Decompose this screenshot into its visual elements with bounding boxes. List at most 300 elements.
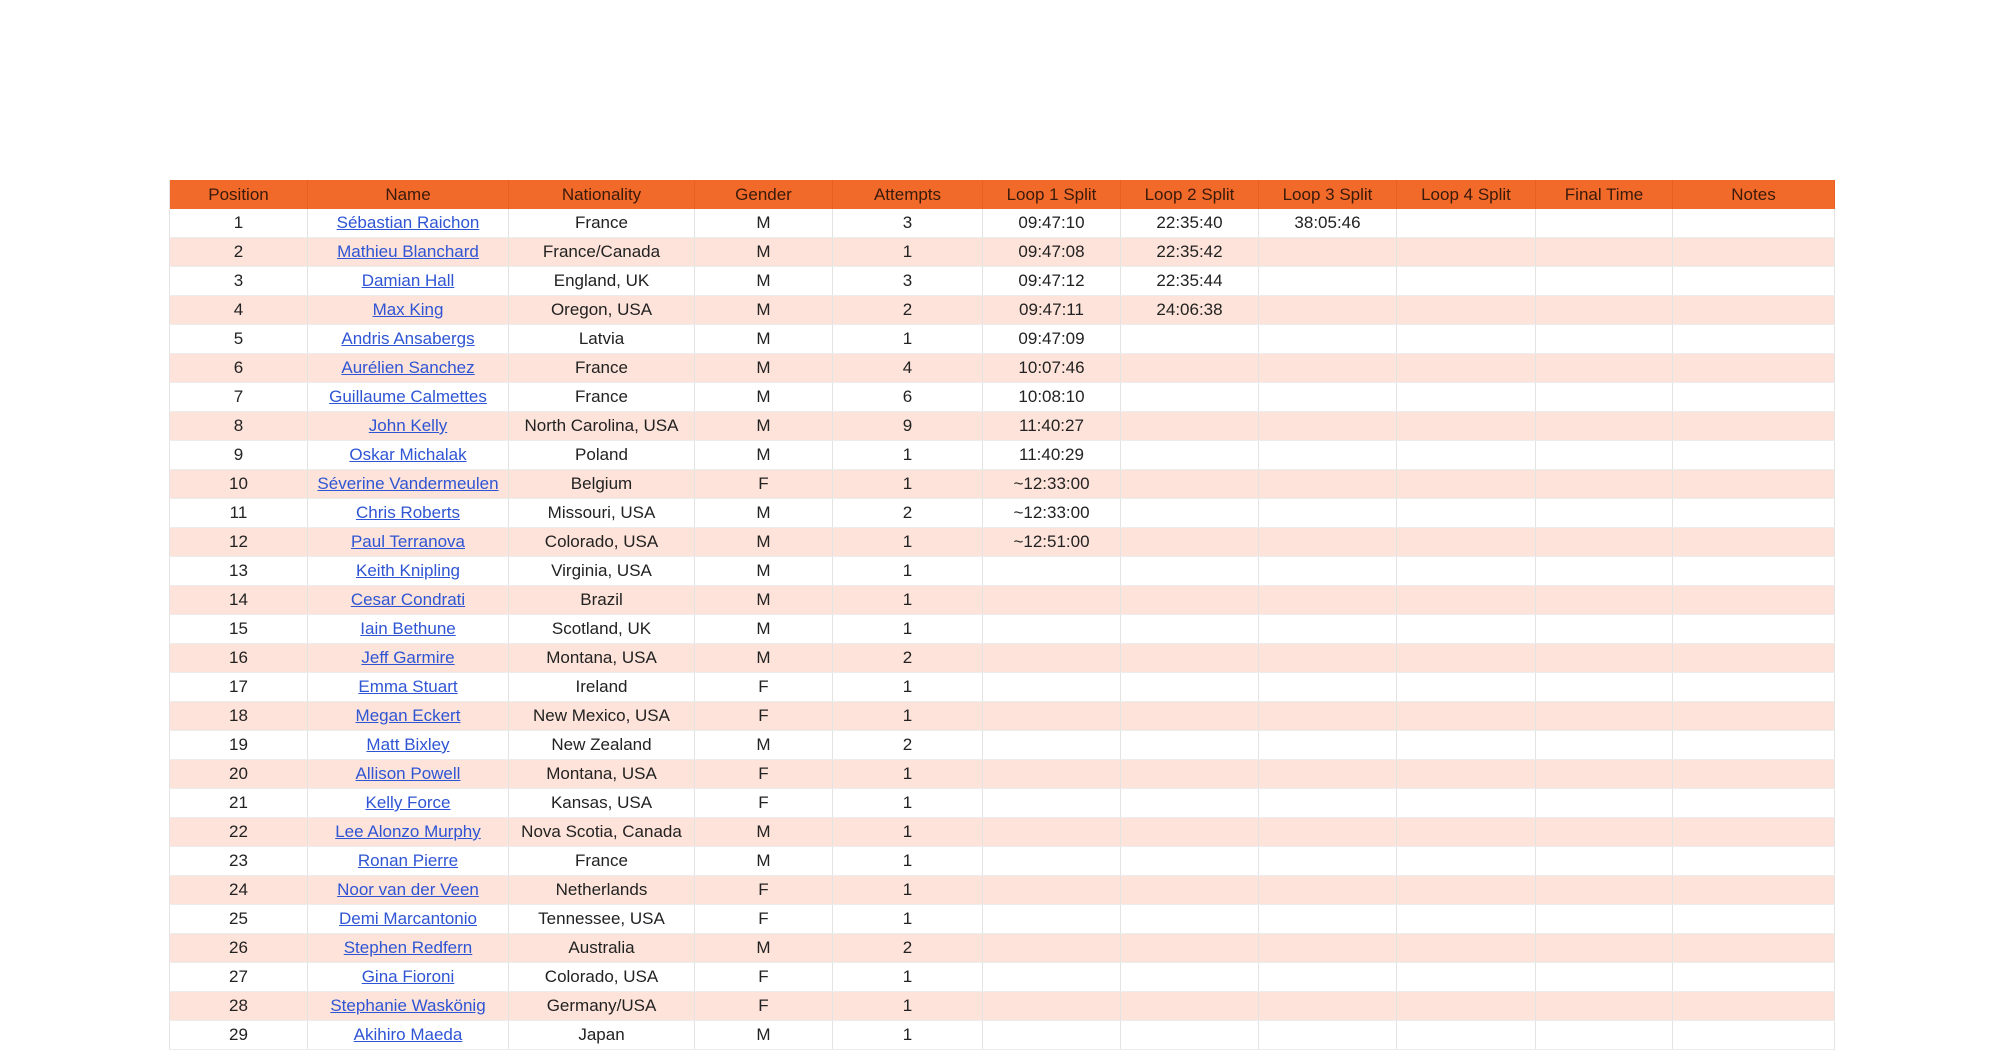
table-row: [170, 354, 1835, 383]
nationality-cell: Poland: [509, 441, 695, 470]
attempts-cell: 1: [833, 789, 983, 818]
name-cell: [308, 818, 509, 847]
table-row: [170, 238, 1835, 267]
loop2-cell: [1121, 847, 1259, 876]
position-cell: 3: [170, 267, 308, 296]
loop1-cell: [983, 586, 1121, 615]
runner-name-link[interactable]: Guillaume Calmettes: [329, 387, 487, 406]
final-cell: [1536, 354, 1673, 383]
runner-name-link[interactable]: Max King: [372, 300, 444, 319]
loop4-cell: [1397, 296, 1536, 325]
loop1-cell: 10:08:10: [983, 383, 1121, 412]
loop4-cell: [1397, 528, 1536, 557]
loop2-cell: [1121, 412, 1259, 441]
nationality-cell: Netherlands: [509, 876, 695, 905]
nationality-cell: France: [509, 354, 695, 383]
gender-cell: M: [695, 441, 833, 470]
final-cell: [1536, 238, 1673, 267]
gender-cell: F: [695, 992, 833, 1021]
final-cell: [1536, 325, 1673, 354]
notes-cell: [1673, 354, 1835, 383]
loop2-cell: 22:35:42: [1121, 238, 1259, 267]
loop3-cell: [1259, 499, 1397, 528]
name-cell: [308, 354, 509, 383]
final-cell: [1536, 557, 1673, 586]
loop1-cell: 10:07:46: [983, 354, 1121, 383]
name-cell: [308, 528, 509, 557]
position-cell: 27: [170, 963, 308, 992]
loop3-cell: [1259, 905, 1397, 934]
name-cell: [308, 992, 509, 1021]
loop1-cell: 09:47:10: [983, 209, 1121, 238]
table-row: [170, 876, 1835, 905]
notes-cell: [1673, 1021, 1835, 1050]
loop4-cell: [1397, 354, 1536, 383]
attempts-cell: 9: [833, 412, 983, 441]
notes-cell: [1673, 470, 1835, 499]
name-cell: [308, 586, 509, 615]
position-cell: 4: [170, 296, 308, 325]
notes-cell: [1673, 296, 1835, 325]
loop2-cell: [1121, 963, 1259, 992]
name-cell: [308, 296, 509, 325]
notes-cell: [1673, 992, 1835, 1021]
runner-name-link[interactable]: Matt Bixley: [366, 735, 450, 754]
loop4-cell: [1397, 441, 1536, 470]
loop3-cell: [1259, 702, 1397, 731]
attempts-cell: 1: [833, 963, 983, 992]
runner-name-link[interactable]: Gina Fioroni: [361, 967, 455, 986]
position-cell: 14: [170, 586, 308, 615]
loop4-cell: [1397, 818, 1536, 847]
loop1-cell: 09:47:12: [983, 267, 1121, 296]
gender-cell: M: [695, 615, 833, 644]
loop1-cell: [983, 818, 1121, 847]
gender-cell: M: [695, 354, 833, 383]
loop1-cell: [983, 702, 1121, 731]
notes-cell: [1673, 528, 1835, 557]
name-cell: [308, 238, 509, 267]
name-cell: [308, 557, 509, 586]
attempts-cell: 1: [833, 673, 983, 702]
loop4-cell: [1397, 702, 1536, 731]
gender-cell: M: [695, 731, 833, 760]
final-cell: [1536, 615, 1673, 644]
col-notes-header: Notes: [1673, 180, 1835, 209]
loop1-cell: 09:47:11: [983, 296, 1121, 325]
table-row: [170, 470, 1835, 499]
final-cell: [1536, 586, 1673, 615]
loop1-cell: [983, 644, 1121, 673]
attempts-cell: 1: [833, 992, 983, 1021]
loop4-cell: [1397, 557, 1536, 586]
final-cell: [1536, 644, 1673, 673]
nationality-cell: Nova Scotia, Canada: [509, 818, 695, 847]
loop3-cell: [1259, 673, 1397, 702]
results-table: [169, 180, 1835, 1050]
gender-cell: M: [695, 383, 833, 412]
nationality-cell: France: [509, 209, 695, 238]
attempts-cell: 1: [833, 847, 983, 876]
gender-cell: F: [695, 702, 833, 731]
attempts-cell: 3: [833, 209, 983, 238]
position-cell: 11: [170, 499, 308, 528]
position-cell: 23: [170, 847, 308, 876]
table-row: [170, 760, 1835, 789]
name-cell: [308, 441, 509, 470]
gender-cell: F: [695, 673, 833, 702]
header-row: [170, 180, 1835, 209]
loop1-cell: ~12:33:00: [983, 470, 1121, 499]
loop3-cell: [1259, 557, 1397, 586]
loop4-cell: [1397, 992, 1536, 1021]
loop3-cell: [1259, 296, 1397, 325]
loop3-cell: [1259, 992, 1397, 1021]
loop2-cell: [1121, 615, 1259, 644]
col-nationality-header: Nationality: [509, 180, 695, 209]
loop1-cell: [983, 760, 1121, 789]
notes-cell: [1673, 267, 1835, 296]
attempts-cell: 1: [833, 557, 983, 586]
notes-cell: [1673, 818, 1835, 847]
loop3-cell: 38:05:46: [1259, 209, 1397, 238]
runner-name-link[interactable]: Ronan Pierre: [357, 851, 459, 870]
table-row: [170, 644, 1835, 673]
table-row: [170, 296, 1835, 325]
name-cell: [308, 905, 509, 934]
loop2-cell: [1121, 586, 1259, 615]
name-cell: [308, 325, 509, 354]
loop2-cell: [1121, 934, 1259, 963]
runner-name-link[interactable]: Damian Hall: [361, 271, 455, 290]
final-cell: [1536, 383, 1673, 412]
loop3-cell: [1259, 470, 1397, 499]
nationality-cell: Colorado, USA: [509, 528, 695, 557]
notes-cell: [1673, 963, 1835, 992]
gender-cell: M: [695, 325, 833, 354]
position-cell: 13: [170, 557, 308, 586]
loop4-cell: [1397, 383, 1536, 412]
attempts-cell: 1: [833, 876, 983, 905]
attempts-cell: 1: [833, 470, 983, 499]
final-cell: [1536, 499, 1673, 528]
runner-name-link[interactable]: John Kelly: [368, 416, 448, 435]
loop3-cell: [1259, 731, 1397, 760]
loop3-cell: [1259, 644, 1397, 673]
name-cell: [308, 267, 509, 296]
loop3-cell: [1259, 818, 1397, 847]
loop3-cell: [1259, 789, 1397, 818]
attempts-cell: 1: [833, 615, 983, 644]
loop2-cell: [1121, 731, 1259, 760]
runner-name-link[interactable]: Noor van der Veen: [337, 880, 479, 899]
nationality-cell: Belgium: [509, 470, 695, 499]
runner-name-link[interactable]: Aurélien Sanchez: [341, 358, 475, 377]
final-cell: [1536, 441, 1673, 470]
gender-cell: M: [695, 934, 833, 963]
runner-name-link[interactable]: Chris Roberts: [356, 503, 460, 522]
final-cell: [1536, 267, 1673, 296]
nationality-cell: Missouri, USA: [509, 499, 695, 528]
name-cell: [308, 876, 509, 905]
name-cell: [308, 644, 509, 673]
runner-name-link[interactable]: Allison Powell: [355, 764, 461, 783]
col-loop1-header: Loop 1 Split: [983, 180, 1121, 209]
final-cell: [1536, 963, 1673, 992]
position-cell: 9: [170, 441, 308, 470]
loop4-cell: [1397, 673, 1536, 702]
nationality-cell: Montana, USA: [509, 760, 695, 789]
notes-cell: [1673, 673, 1835, 702]
name-cell: [308, 412, 509, 441]
name-cell: [308, 702, 509, 731]
loop2-cell: [1121, 673, 1259, 702]
table-row: [170, 934, 1835, 963]
gender-cell: M: [695, 499, 833, 528]
notes-cell: [1673, 499, 1835, 528]
final-cell: [1536, 934, 1673, 963]
attempts-cell: 1: [833, 238, 983, 267]
loop1-cell: 09:47:09: [983, 325, 1121, 354]
final-cell: [1536, 296, 1673, 325]
runner-name-link[interactable]: Megan Eckert: [355, 706, 461, 725]
loop2-cell: [1121, 354, 1259, 383]
loop3-cell: [1259, 528, 1397, 557]
attempts-cell: 1: [833, 702, 983, 731]
notes-cell: [1673, 557, 1835, 586]
col-loop4-header: Loop 4 Split: [1397, 180, 1536, 209]
loop2-cell: [1121, 644, 1259, 673]
runner-name-link[interactable]: Kelly Force: [365, 793, 451, 812]
runner-name-link[interactable]: Stephanie Waskönig: [330, 996, 486, 1015]
loop4-cell: [1397, 934, 1536, 963]
final-cell: [1536, 1021, 1673, 1050]
final-cell: [1536, 702, 1673, 731]
loop3-cell: [1259, 412, 1397, 441]
loop1-cell: 11:40:29: [983, 441, 1121, 470]
name-cell: [308, 470, 509, 499]
position-cell: 10: [170, 470, 308, 499]
position-cell: 28: [170, 992, 308, 1021]
loop4-cell: [1397, 267, 1536, 296]
loop1-cell: ~12:51:00: [983, 528, 1121, 557]
notes-cell: [1673, 441, 1835, 470]
notes-cell: [1673, 238, 1835, 267]
runner-name-link[interactable]: Oskar Michalak: [349, 445, 467, 464]
table-row: [170, 1021, 1835, 1050]
runner-name-link[interactable]: Jeff Garmire: [361, 648, 455, 667]
loop1-cell: [983, 934, 1121, 963]
nationality-cell: Virginia, USA: [509, 557, 695, 586]
nationality-cell: Germany/USA: [509, 992, 695, 1021]
nationality-cell: North Carolina, USA: [509, 412, 695, 441]
runner-name-link[interactable]: Iain Bethune: [360, 619, 456, 638]
final-cell: [1536, 731, 1673, 760]
loop1-cell: 11:40:27: [983, 412, 1121, 441]
runner-name-link[interactable]: Cesar Condrati: [350, 590, 466, 609]
position-cell: 5: [170, 325, 308, 354]
loop3-cell: [1259, 325, 1397, 354]
position-cell: 19: [170, 731, 308, 760]
loop1-cell: [983, 615, 1121, 644]
table-row: [170, 905, 1835, 934]
gender-cell: F: [695, 876, 833, 905]
attempts-cell: 1: [833, 325, 983, 354]
position-cell: 22: [170, 818, 308, 847]
gender-cell: M: [695, 818, 833, 847]
loop4-cell: [1397, 586, 1536, 615]
name-cell: [308, 760, 509, 789]
nationality-cell: Latvia: [509, 325, 695, 354]
loop4-cell: [1397, 789, 1536, 818]
loop2-cell: [1121, 557, 1259, 586]
loop4-cell: [1397, 615, 1536, 644]
loop3-cell: [1259, 354, 1397, 383]
runner-name-link[interactable]: Keith Knipling: [356, 561, 460, 580]
notes-cell: [1673, 934, 1835, 963]
table-row: [170, 992, 1835, 1021]
loop2-cell: [1121, 789, 1259, 818]
nationality-cell: Montana, USA: [509, 644, 695, 673]
table-row: [170, 789, 1835, 818]
loop4-cell: [1397, 876, 1536, 905]
runner-name-link[interactable]: Mathieu Blanchard: [337, 242, 479, 261]
attempts-cell: 2: [833, 644, 983, 673]
notes-cell: [1673, 731, 1835, 760]
runner-name-link[interactable]: Sébastian Raichon: [336, 213, 480, 232]
runner-name-link[interactable]: Akihiro Maeda: [353, 1025, 463, 1044]
name-cell: [308, 963, 509, 992]
position-cell: 6: [170, 354, 308, 383]
loop4-cell: [1397, 325, 1536, 354]
table-row: [170, 731, 1835, 760]
table-row: [170, 412, 1835, 441]
loop3-cell: [1259, 383, 1397, 412]
loop2-cell: [1121, 905, 1259, 934]
loop1-cell: [983, 673, 1121, 702]
notes-cell: [1673, 905, 1835, 934]
notes-cell: [1673, 847, 1835, 876]
table-row: [170, 267, 1835, 296]
attempts-cell: 1: [833, 528, 983, 557]
loop3-cell: [1259, 876, 1397, 905]
notes-cell: [1673, 876, 1835, 905]
runner-name-link[interactable]: Séverine Vandermeulen: [317, 474, 499, 493]
runner-name-link[interactable]: Andris Ansabergs: [341, 329, 475, 348]
name-cell: [308, 1021, 509, 1050]
loop3-cell: [1259, 441, 1397, 470]
loop2-cell: [1121, 470, 1259, 499]
final-cell: [1536, 760, 1673, 789]
nationality-cell: Oregon, USA: [509, 296, 695, 325]
runner-name-link[interactable]: Emma Stuart: [358, 677, 458, 696]
table-row: [170, 209, 1835, 238]
attempts-cell: 1: [833, 760, 983, 789]
runner-name-link[interactable]: Demi Marcantonio: [339, 909, 477, 928]
table-row: [170, 673, 1835, 702]
notes-cell: [1673, 586, 1835, 615]
final-cell: [1536, 905, 1673, 934]
position-cell: 25: [170, 905, 308, 934]
loop3-cell: [1259, 760, 1397, 789]
loop3-cell: [1259, 847, 1397, 876]
gender-cell: M: [695, 296, 833, 325]
runner-name-link[interactable]: Stephen Redfern: [343, 938, 473, 957]
loop2-cell: [1121, 325, 1259, 354]
final-cell: [1536, 876, 1673, 905]
loop3-cell: [1259, 963, 1397, 992]
position-cell: 7: [170, 383, 308, 412]
nationality-cell: Ireland: [509, 673, 695, 702]
gender-cell: M: [695, 586, 833, 615]
final-cell: [1536, 470, 1673, 499]
table-body: [170, 209, 1835, 1050]
loop2-cell: [1121, 383, 1259, 412]
position-cell: 20: [170, 760, 308, 789]
name-cell: [308, 383, 509, 412]
table-row: [170, 383, 1835, 412]
loop1-cell: [983, 1021, 1121, 1050]
attempts-cell: 3: [833, 267, 983, 296]
gender-cell: M: [695, 528, 833, 557]
notes-cell: [1673, 209, 1835, 238]
runner-name-link[interactable]: Lee Alonzo Murphy: [335, 822, 481, 841]
loop1-cell: [983, 789, 1121, 818]
name-cell: [308, 847, 509, 876]
name-cell: [308, 673, 509, 702]
table-row: [170, 325, 1835, 354]
loop3-cell: [1259, 934, 1397, 963]
final-cell: [1536, 209, 1673, 238]
runner-name-link[interactable]: Paul Terranova: [350, 532, 466, 551]
gender-cell: M: [695, 644, 833, 673]
name-cell: [308, 209, 509, 238]
col-name-header: Name: [308, 180, 509, 209]
gender-cell: M: [695, 412, 833, 441]
loop4-cell: [1397, 847, 1536, 876]
loop4-cell: [1397, 209, 1536, 238]
table-row: [170, 557, 1835, 586]
notes-cell: [1673, 702, 1835, 731]
final-cell: [1536, 789, 1673, 818]
loop3-cell: [1259, 1021, 1397, 1050]
col-loop2-header: Loop 2 Split: [1121, 180, 1259, 209]
nationality-cell: Australia: [509, 934, 695, 963]
table-row: [170, 441, 1835, 470]
nationality-cell: Japan: [509, 1021, 695, 1050]
loop3-cell: [1259, 267, 1397, 296]
loop2-cell: [1121, 992, 1259, 1021]
name-cell: [308, 615, 509, 644]
gender-cell: M: [695, 847, 833, 876]
loop4-cell: [1397, 644, 1536, 673]
name-cell: [308, 934, 509, 963]
table-row: [170, 615, 1835, 644]
nationality-cell: England, UK: [509, 267, 695, 296]
loop2-cell: [1121, 702, 1259, 731]
position-cell: 29: [170, 1021, 308, 1050]
loop1-cell: [983, 731, 1121, 760]
gender-cell: M: [695, 1021, 833, 1050]
loop4-cell: [1397, 238, 1536, 267]
col-loop3-header: Loop 3 Split: [1259, 180, 1397, 209]
gender-cell: F: [695, 905, 833, 934]
loop1-cell: [983, 847, 1121, 876]
final-cell: [1536, 818, 1673, 847]
loop4-cell: [1397, 499, 1536, 528]
position-cell: 17: [170, 673, 308, 702]
loop4-cell: [1397, 963, 1536, 992]
